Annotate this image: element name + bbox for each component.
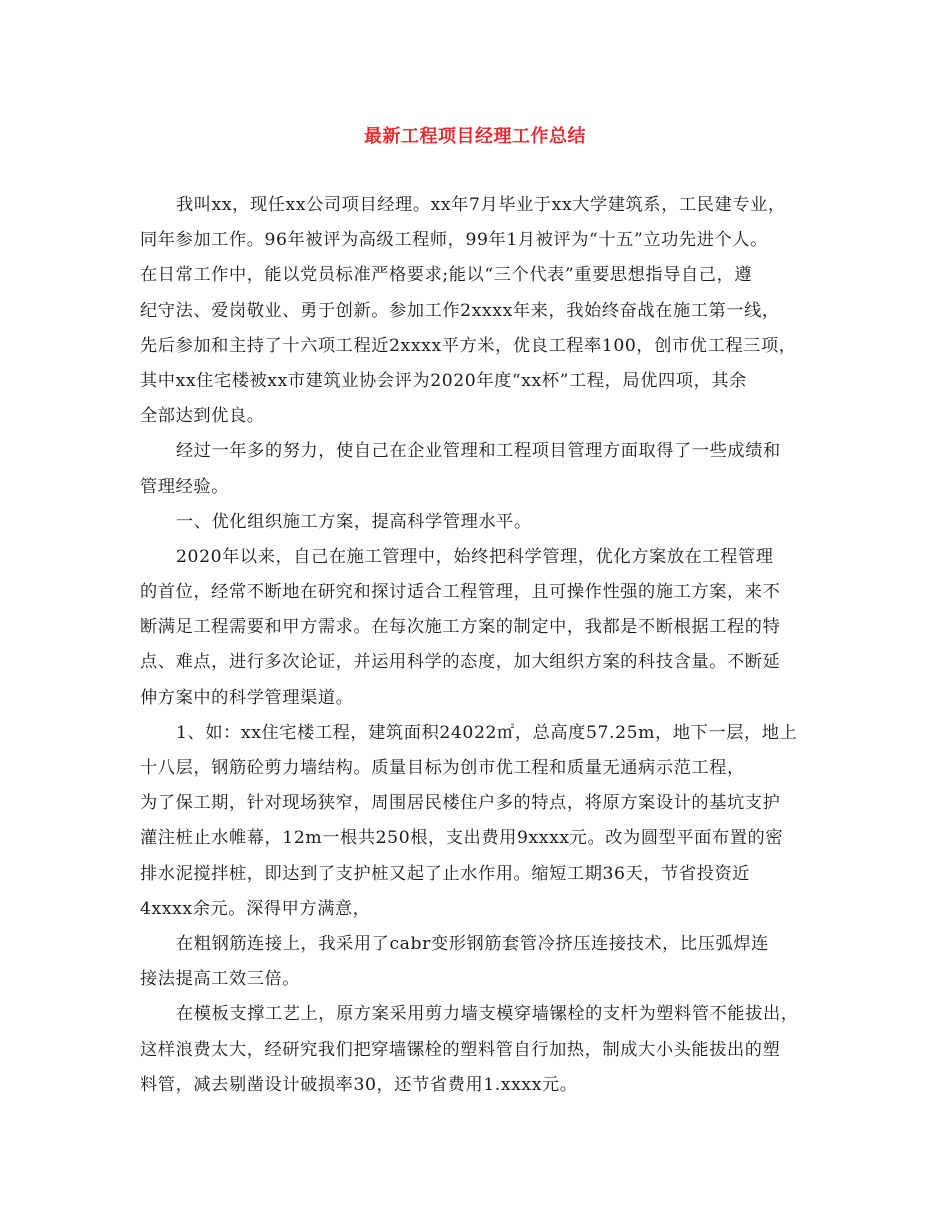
body-line: 这样浪费太大，经研究我们把穿墙镙栓的塑料管自行加热，制成大小头能拔出的塑: [140, 1039, 781, 1060]
body-line: 接法提高工效三倍。: [140, 969, 301, 990]
body-line: 其中xx住宅楼被xx市建筑业协会评为2020年度“xx杯”工程，局优四项，其余: [140, 370, 747, 391]
body-line: 料管，减去剔凿设计破损率30，还节省费用1.xxxx元。: [140, 1074, 578, 1095]
body-line: 4xxxx余元。深得甲方满意，: [140, 898, 371, 919]
body-line: 点、难点，进行多次论证，并运用科学的态度，加大组织方案的科技含量。不断延: [140, 652, 781, 673]
document-title: 最新工程项目经理工作总结: [364, 126, 586, 147]
body-line: 为了保工期，针对现场狭窄，周围居民楼住户多的特点，将原方案设计的基坑支护: [140, 793, 781, 814]
body-line: 伸方案中的科学管理渠道。: [140, 687, 354, 708]
body-line: 一、优化组织施工方案，提高科学管理水平。: [176, 511, 532, 532]
body-line: 在粗钢筋连接上，我采用了cabr变形钢筋套管冷挤压连接技术，比压弧焊连: [176, 933, 769, 954]
document-body: [140, 188, 812, 1103]
body-line: 十八层，钢筋砼剪力墙结构。质量目标为创市优工程和质量无通病示范工程，: [140, 758, 745, 778]
body-line: 管理经验。: [140, 476, 229, 497]
body-line: 在日常工作中，能以党员标准严格要求;能以“三个代表”重要思想指导自己，遵: [140, 265, 753, 286]
body-line: 全部达到优良。: [140, 406, 265, 427]
body-line: 断满足工程需要和甲方需求。在每次施工方案的制定中，我都是不断根据工程的特: [140, 617, 781, 638]
body-line: 纪守法、爱岗敬业、勇于创新。参加工作2xxxx年来，我始终奋战在施工第一线，: [140, 300, 780, 321]
body-line: 先后参加和主持了十六项工程近2xxxx平方米，优良工程率100，创市优工程三项，: [140, 335, 797, 356]
body-line: 同年参加工作。96年被评为高级工程师，99年1月被评为“十五”立功先进个人。: [140, 230, 768, 251]
body-line: 2020年以来，自己在施工管理中，始终把科学管理，优化方案放在工程管理: [176, 546, 774, 567]
body-line: 的首位，经常不断地在研究和探讨适合工程管理，且可操作性强的施工方案，来不: [140, 582, 781, 603]
body-line: 我叫xx，现任xx公司项目经理。xx年7月毕业于xx大学建筑系，工民建专业，: [176, 195, 786, 215]
body-line: 排水泥搅拌桩，即达到了支护桩又起了止水作用。缩短工期36天，节省投资近: [140, 863, 751, 884]
body-line: 灌注桩止水帷幕，12m一根共250根，支出费用9xxxx元。改为圆型平面布置的密: [140, 828, 784, 849]
body-line: 在模板支撑工艺上，原方案采用剪力墙支模穿墙镙栓的支杆为塑料管不能拔出，: [176, 1004, 799, 1025]
body-line: 经过一年多的努力，使自己在企业管理和工程项目管理方面取得了一些成绩和: [176, 441, 781, 462]
body-line: 1、如：xx住宅楼工程，建筑面积24022㎡，总高度57.25m，地下一层，地上: [176, 722, 798, 743]
